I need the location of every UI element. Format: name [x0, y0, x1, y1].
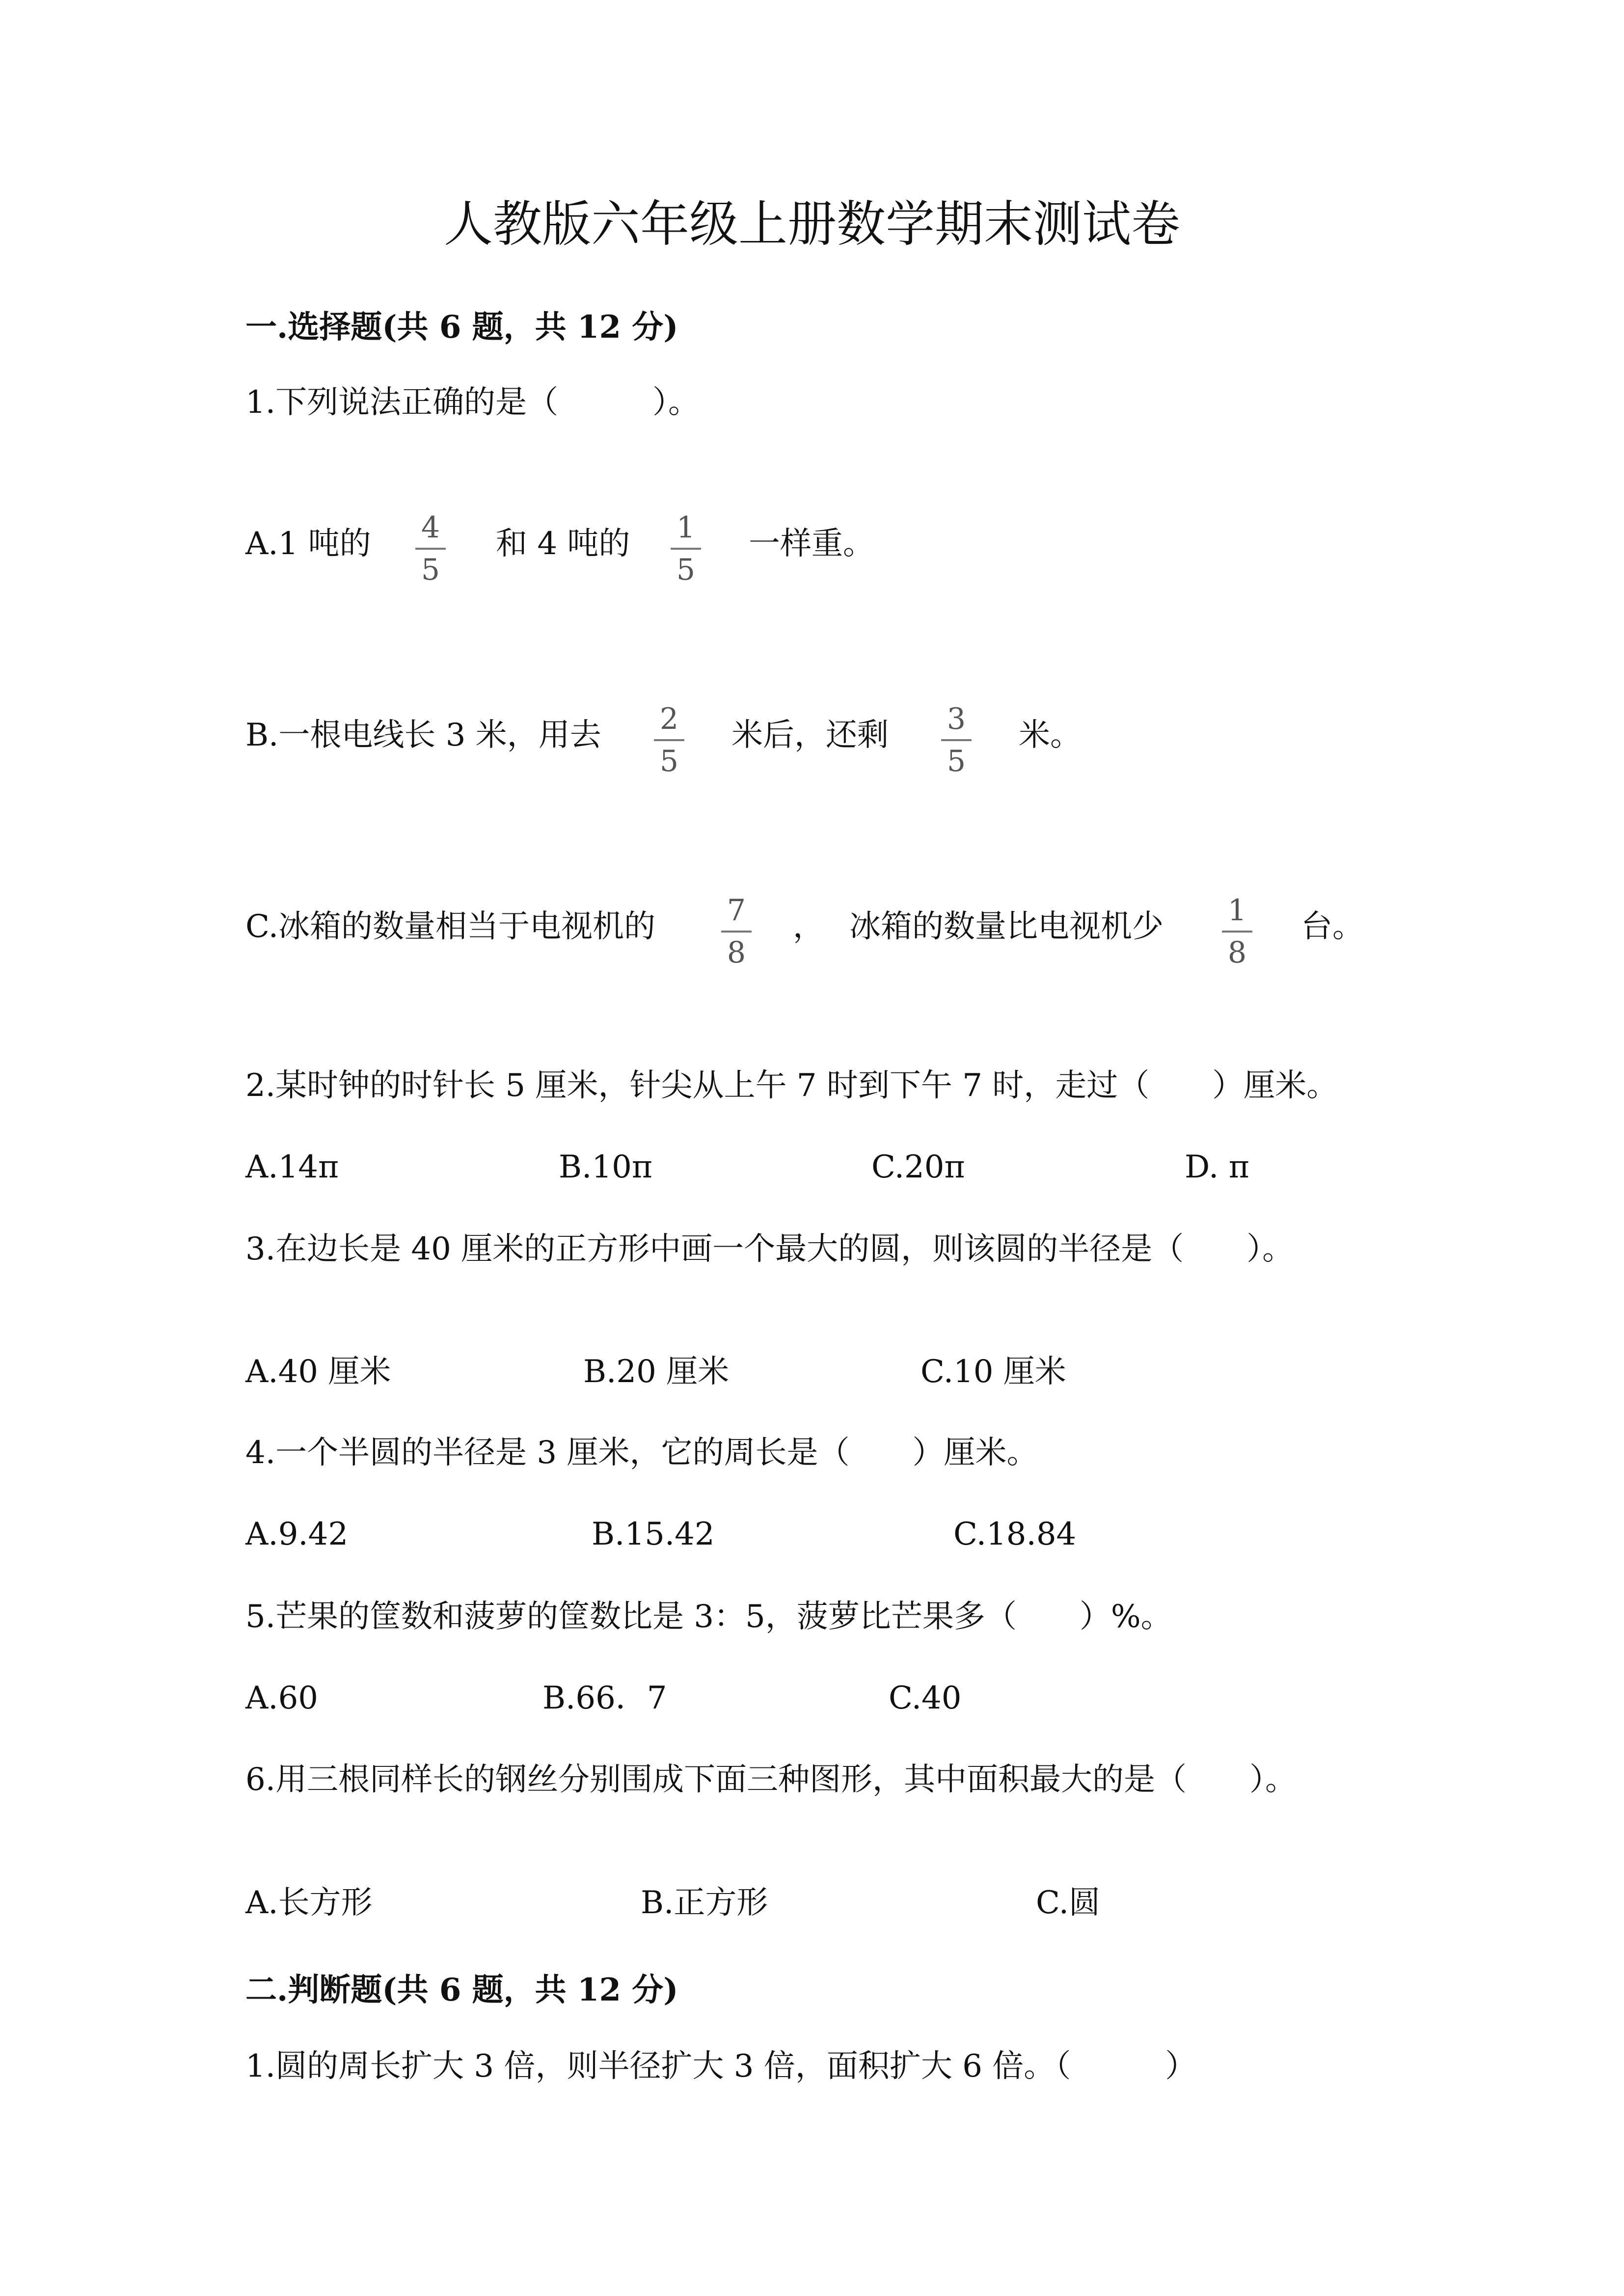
section-heading-choice: 一.选择题(共 6 题，共 12 分)	[245, 309, 678, 346]
denominator: 5	[947, 744, 966, 778]
fraction-bar	[721, 931, 752, 933]
q1-option-b-text2: 米后，还剩	[731, 717, 889, 753]
numerator: 1	[676, 510, 696, 545]
q1-option-c-text3: 台。	[1301, 908, 1364, 945]
q2-option-b: B.10π	[559, 1149, 652, 1185]
q5-option-c: C.40	[889, 1680, 962, 1716]
q1-option-a-text1: A.1 吨的	[245, 526, 371, 562]
q6-option-a: A.长方形	[245, 1885, 373, 1921]
q5-option-b: B.66．7	[542, 1680, 667, 1716]
denominator: 8	[1227, 935, 1247, 970]
q1-option-c-text1: C.冰箱的数量相当于电视机的	[245, 908, 656, 945]
denominator: 5	[659, 744, 679, 778]
fraction-bar	[671, 548, 701, 550]
q1-option-b-text3: 米。	[1019, 717, 1082, 753]
numerator: 2	[659, 702, 679, 736]
question-1-stem: 1.下列说法正确的是（ ）。	[245, 384, 700, 421]
q1-option-a-text2: 和 4 吨的	[496, 526, 630, 562]
page-title: 人教版六年级上册数学期末测试卷	[444, 195, 1180, 253]
q2-option-d: D. π	[1185, 1149, 1249, 1185]
question-5-stem: 5.芒果的筐数和菠萝的筐数比是 3：5，菠萝比芒果多（ ）%。	[245, 1599, 1172, 1635]
q2-option-a: A.14π	[245, 1149, 339, 1185]
question-2-stem: 2.某时钟的时针长 5 厘米，针尖从上午 7 时到下午 7 时，走过（ ）厘米。	[245, 1068, 1338, 1104]
denominator: 5	[676, 553, 696, 587]
numerator: 4	[421, 510, 440, 545]
q1-option-c-text2: 冰箱的数量比电视机少	[849, 908, 1164, 945]
numerator: 7	[727, 893, 746, 928]
q3-option-c: C.10 厘米	[920, 1354, 1066, 1390]
q1-option-a-fraction1	[408, 510, 453, 587]
numerator: 1	[1227, 893, 1247, 928]
fraction-bar	[1222, 931, 1252, 933]
q3-option-a: A.40 厘米	[245, 1354, 391, 1390]
q1-option-b-fraction2	[934, 702, 978, 778]
q1-option-b-text1: B.一根电线长 3 米，用去	[245, 717, 601, 753]
q6-option-b: B.正方形	[641, 1885, 768, 1921]
q4-option-b: B.15.42	[592, 1516, 715, 1552]
question-6-stem: 6.用三根同样长的钢丝分别围成下面三种图形，其中面积最大的是（ ）。	[245, 1762, 1297, 1798]
section-heading-judgement: 二.判断题(共 6 题，共 12 分)	[245, 1972, 678, 2008]
numerator: 3	[947, 702, 966, 736]
q1-option-c-comma: ，	[793, 908, 824, 945]
q2-option-c: C.20π	[871, 1149, 965, 1185]
judgement-1-stem: 1.圆的周长扩大 3 倍，则半径扩大 3 倍，面积扩大 6 倍。（ ）	[245, 2048, 1197, 2084]
q1-option-a-fraction2	[664, 510, 708, 587]
q3-option-b: B.20 厘米	[583, 1354, 730, 1390]
denominator: 5	[421, 553, 440, 587]
denominator: 8	[727, 935, 746, 970]
fraction-bar	[941, 739, 972, 741]
q5-option-a: A.60	[245, 1680, 318, 1716]
q4-option-c: C.18.84	[953, 1516, 1077, 1552]
fraction-bar	[415, 548, 446, 550]
fraction-bar	[654, 739, 684, 741]
question-3-stem: 3.在边长是 40 厘米的正方形中画一个最大的圆，则该圆的半径是（ ）。	[245, 1231, 1294, 1267]
question-4-stem: 4.一个半圆的半径是 3 厘米，它的周长是（ ）厘米。	[245, 1435, 1038, 1471]
q1-option-b-fraction1	[647, 702, 691, 778]
q1-option-a-text3: 一样重。	[749, 526, 874, 562]
q1-option-c-fraction2	[1215, 893, 1259, 970]
q1-option-c-fraction1	[714, 893, 758, 970]
q4-option-a: A.9.42	[245, 1516, 349, 1552]
q6-option-c: C.圆	[1036, 1885, 1101, 1921]
